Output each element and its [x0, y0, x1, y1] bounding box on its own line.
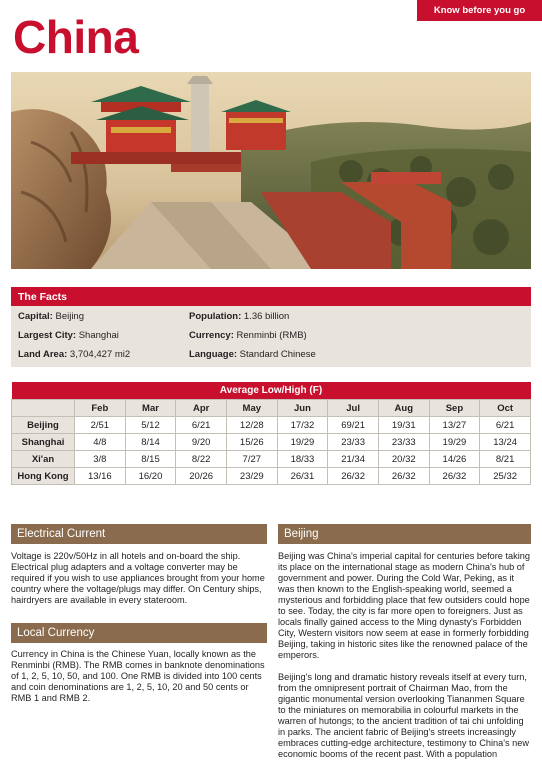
month-header: Oct — [480, 400, 531, 417]
temp-cell: 23/29 — [226, 468, 277, 485]
temp-cell: 4/8 — [75, 434, 126, 451]
temp-cell: 23/33 — [328, 434, 379, 451]
city-cell: Shanghai — [12, 434, 75, 451]
month-header-row — [12, 400, 531, 417]
beijing-heading: Beijing — [278, 524, 531, 544]
temp-cell: 6/21 — [480, 417, 531, 434]
temp-cell: 25/32 — [480, 468, 531, 485]
city-cell: Xi'an — [12, 451, 75, 468]
temp-cell: 3/8 — [75, 451, 126, 468]
temp-cell: 9/20 — [176, 434, 227, 451]
facts-heading: The Facts — [11, 287, 531, 306]
temp-cell: 26/32 — [328, 468, 379, 485]
month-header: May — [226, 400, 277, 417]
temp-cell: 26/32 — [429, 468, 480, 485]
electrical-current-heading: Electrical Current — [11, 524, 267, 544]
know-before-you-go-badge: Know before you go — [417, 0, 542, 21]
corner-cell — [12, 400, 75, 417]
table-row — [12, 417, 531, 434]
temp-cell: 20/32 — [378, 451, 429, 468]
temp-cell: 18/33 — [277, 451, 328, 468]
fact-population: Population: 1.36 billion — [189, 311, 290, 322]
temp-cell: 19/31 — [378, 417, 429, 434]
fact-capital: Capital: Beijing — [18, 311, 85, 322]
month-header: Jul — [328, 400, 379, 417]
temp-cell: 12/28 — [226, 417, 277, 434]
temp-cell: 21/34 — [328, 451, 379, 468]
temp-cell: 8/21 — [480, 451, 531, 468]
temp-cell: 19/29 — [429, 434, 480, 451]
beijing-text: Beijing was China's imperial capital for centuries before taking its place on the international stage as modern China's hub of government and power. During the Cold War, Peking, as it was then known to the English-speaking world, seemed a mysterious and forbidding place that few outsiders could hope to see. Today, the city is far more open to foreigners. Just as locals finally gained access to the Ming dynasty's Forbidden City, Western visitors now seem at ease in formerly forbidding Beijing, taking in historic sites like the renowned palace of the emperors. Beijing's long and dramatic history reveals itself at every turn, from the omnipresent portrait of Chairman Mao, from the gigantic monumental version overlooking Tiananmen Square to the miniatures on memorabilia in colourful markets in the warren of hutongs; to the ancient tradition of tai chi unfolding in parks. The ancient fabric of Beijing's streets increasingly embraces cutting-edge architecture, testimony to China's new economic booms of the recent past. With a population — [278, 551, 530, 759]
temp-cell: 26/32 — [378, 468, 429, 485]
temp-cell: 16/20 — [125, 468, 176, 485]
local-currency-heading: Local Currency — [11, 623, 267, 643]
temp-cell: 69/21 — [328, 417, 379, 434]
temp-cell: 2/51 — [75, 417, 126, 434]
local-currency-text: Currency in China is the Chinese Yuan, locally known as the Renminbi (RMB). The RMB comes in banknote denominations of 1, 2, 5, 10, 50, and 100. One RMB is divided into 100 cents and coin denominations are 1, 2, 5, 10, 20 and 50 cents or RMB 1 and RMB 2. — [11, 649, 265, 703]
electrical-current-text: Voltage is 220v/50Hz in all hotels and on-board the ship. Electrical plug adapters and a voltage converter may be required if you wish to use appliances brought from your home country where the voltage/plugs may differ. On Century ships, hairdryers are available in every stateroom. — [11, 551, 265, 605]
page-title: China — [13, 11, 139, 63]
city-cell: Hong Kong — [12, 468, 75, 485]
temp-cell: 15/26 — [226, 434, 277, 451]
temp-cell: 5/12 — [125, 417, 176, 434]
month-header: Feb — [75, 400, 126, 417]
facts-panel — [11, 306, 531, 367]
fact-currency: Currency: Renminbi (RMB) — [189, 330, 307, 341]
month-header: Jun — [277, 400, 328, 417]
fact-land-area: Land Area: 3,704,427 mi2 — [18, 349, 131, 360]
temp-cell: 20/26 — [176, 468, 227, 485]
month-header: Apr — [176, 400, 227, 417]
temp-cell: 8/14 — [125, 434, 176, 451]
temp-cell: 19/29 — [277, 434, 328, 451]
month-header: Aug — [378, 400, 429, 417]
temp-cell: 26/31 — [277, 468, 328, 485]
table-row — [12, 451, 531, 468]
temp-cell: 14/26 — [429, 451, 480, 468]
temp-cell: 8/22 — [176, 451, 227, 468]
temp-cell: 17/32 — [277, 417, 328, 434]
month-header: Mar — [125, 400, 176, 417]
fact-language: Language: Standard Chinese — [189, 349, 316, 360]
temp-cell: 6/21 — [176, 417, 227, 434]
temperature-table-title: Average Low/High (F) — [12, 382, 531, 400]
summer-palace-photo — [11, 72, 531, 269]
temp-cell: 13/24 — [480, 434, 531, 451]
city-cell: Beijing — [12, 417, 75, 434]
temp-cell: 8/15 — [125, 451, 176, 468]
temp-cell: 7/27 — [226, 451, 277, 468]
fact-largest-city: Largest City: Shanghai — [18, 330, 119, 341]
temp-cell: 13/27 — [429, 417, 480, 434]
temp-cell: 13/16 — [75, 468, 126, 485]
temperature-table — [11, 382, 531, 485]
month-header: Sep — [429, 400, 480, 417]
temp-cell: 23/33 — [378, 434, 429, 451]
table-row — [12, 434, 531, 451]
table-row — [12, 468, 531, 485]
